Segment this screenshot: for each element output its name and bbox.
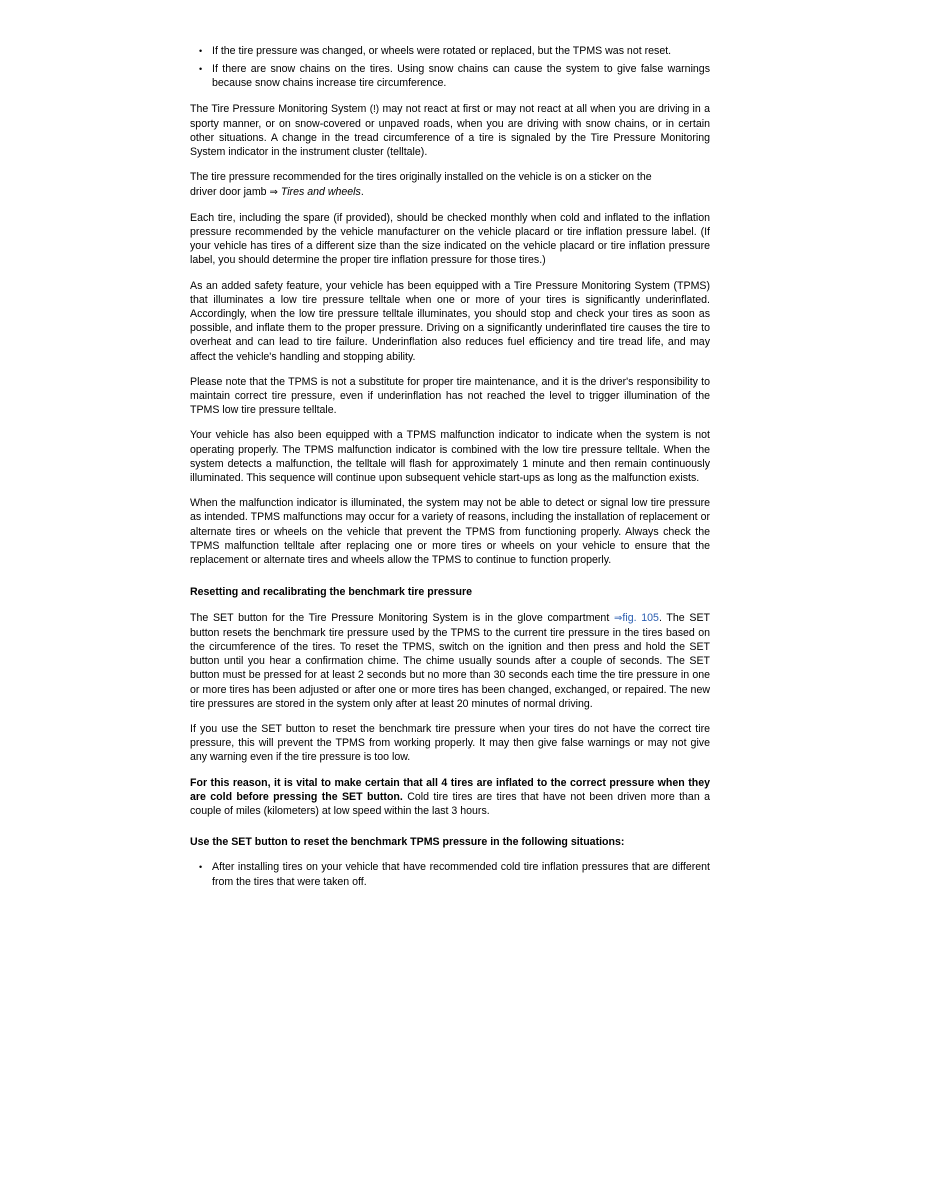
cross-reference-arrow-icon: ⇒ <box>614 612 623 624</box>
paragraph-text-part: driver door jamb <box>190 185 270 198</box>
list-item-text: After installing tires on your vehicle that have recommended cold tire inflation pressures that are different from the tires that were taken off. <box>212 861 710 888</box>
list-item-text: If there are snow chains on the tires. Using snow chains can cause the system to give false warnings because snow chains increase tire circumference. <box>212 63 710 90</box>
paragraph-text-part: . <box>360 185 364 198</box>
emphasis-text: For this reason, it is vital to make certain that all 4 tires are inflated to the correct pressure when they are cold before pressing the SET button. <box>190 776 710 803</box>
paragraph-tpms-reaction <box>190 102 710 160</box>
cross-reference-arrow-icon: ⇒ <box>269 186 278 198</box>
paragraph-text-part: may not react at first or may not react at all when you are driving in a sporty manner, or on snow-covered or unpaved roads, when you are driving with snow chains, or in certain other situations. A change in the tread circumference of a tire is signaled by the Tire Pressure Monitoring System indicator in the instrument cluster (telltale). <box>190 102 710 159</box>
paragraph-text-part: The SET button for the Tire Pressure Monitoring System is in the glove compartment <box>190 611 614 624</box>
list-item <box>190 62 710 90</box>
paragraph-set-button <box>190 611 710 711</box>
section-heading-resetting: Resetting and recalibrating the benchmark tire pressure <box>190 586 472 599</box>
paragraph-added-safety-feature: As an added safety feature, your vehicle has been equipped with a Tire Pressure Monitoring System (TPMS) that illuminates a low tire pressure telltale when one or more of your tires is significantly underinflated. Accordingly, when the low tire pressure telltale illuminates, you should stop and check your tires as soon as possible, and inflate them to the proper pressure. Driving on a significantly underinflated tire causes the tire to overheat and can lead to tire failure. Underinflation also reduces fuel efficiency and tire tread life, and may affect the vehicle's handling and stopping ability. <box>190 279 710 363</box>
list-item <box>190 860 710 888</box>
paragraph-malfunction-illuminated: When the malfunction indicator is illuminated, the system may not be able to detect or signal low tire pressure as intended. TPMS malfunctions may occur for a variety of reasons, including the installation of replacement or alternate tires or wheels on the vehicle that prevent the TPMS from functioning properly. Always check the TPMS malfunction telltale after replacing one or more tires or wheels on your vehicle to ensure that the replacement or alternate tires and wheels allow the TPMS to continue to function properly. <box>190 497 710 567</box>
paragraph-recommended-pressure <box>190 170 710 199</box>
list-item <box>190 44 710 58</box>
paragraph-cold-tires-note <box>190 776 710 819</box>
figure-reference-link[interactable]: fig. 105 <box>622 611 659 624</box>
bullet-marker: • <box>199 64 203 75</box>
cross-reference-link[interactable]: Tires and wheels <box>277 185 361 198</box>
bullet-marker: • <box>199 862 203 873</box>
paragraph-each-tire: Each tire, including the spare (if provided), should be checked monthly when cold and inflated to the inflation pressure recommended by the vehicle manufacturer on the vehicle placard or tire inflation pressure label. (If your vehicle has tires of a different size than the size indicated on the vehicle placard or tire inflation pressure label, you should determine the proper tire inflation pressure for those tires.) <box>190 211 710 267</box>
paragraph-malfunction-indicator: Your vehicle has also been equipped with a TPMS malfunction indicator to indicate when the system is not operating properly. The TPMS malfunction indicator is combined with the low tire pressure telltale. When the system detects a malfunction, the telltale will flash for approximately 1 minute and then remain continuously illuminated. This sequence will continue upon subsequent vehicle start-ups as long as the malfunction exists. <box>190 429 710 485</box>
paragraph-not-substitute: Please note that the TPMS is not a substitute for proper tire maintenance, and it is the driver's responsibility to maintain correct tire pressure, even if underinflation has not reached the level to trigger illumination of the TPMS low tire pressure telltale. <box>190 375 710 417</box>
paragraph-text-part: . The SET button resets the benchmark tire pressure used by the TPMS to the current tire pressure in the tires based on the circumference of the tires. To reset the TPMS, switch on the ignition and then press and hold the SET button until you hear a confirmation chime. The chime usually sounds after a couple of seconds. The SET button must be pressed for at least 2 seconds but no more than 30 seconds each time the tire pressure in one or more tires has been adjusted or after one or more tires has been changed, exchanged, or repaired. The new tire pressures are stored in the system only after at least 20 minutes of normal driving. <box>190 611 711 710</box>
page-content <box>190 44 710 893</box>
warning-telltale-icon: (!) <box>369 103 380 115</box>
paragraph-incorrect-reset-warning: If you use the SET button to reset the benchmark tire pressure when your tires do not have the correct tire pressure, this will prevent the TPMS from working properly. It may then give false warnings or may not give any warning even if the tire pressure is too low. <box>190 722 710 764</box>
section-heading-use-set-button: Use the SET button to reset the benchmark TPMS pressure in the following situations: <box>190 836 625 849</box>
list-item-text: If the tire pressure was changed, or wheels were rotated or replaced, but the TPMS was not reset. <box>212 45 672 57</box>
paragraph-text-part: Cold tire tires are tires that have not been driven more than a couple of miles (kilometers) at low speed within the last 3 hours. <box>190 790 710 817</box>
bullet-marker: • <box>199 46 203 56</box>
paragraph-text-line1: The tire pressure recommended for the tires originally installed on the vehicle is on a sticker on the <box>190 171 652 184</box>
paragraph-text-part: The Tire Pressure Monitoring System <box>190 102 370 115</box>
